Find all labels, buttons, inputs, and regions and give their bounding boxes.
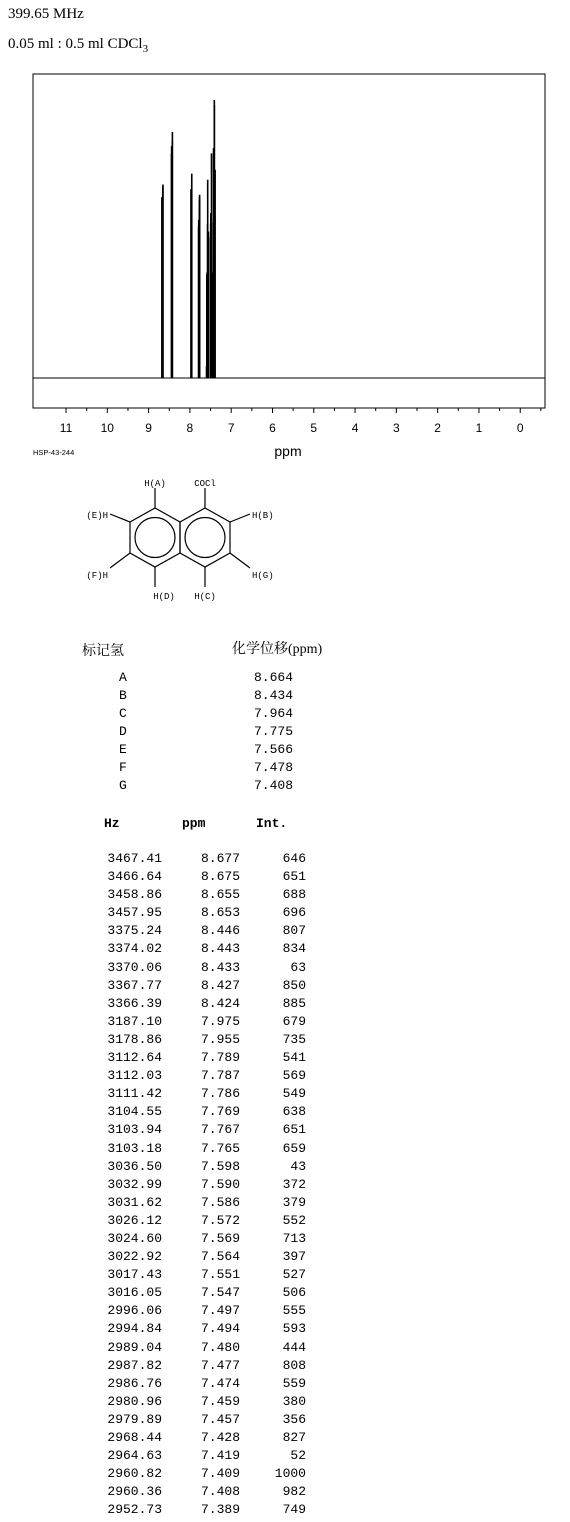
peak-int: 593 <box>282 1321 306 1337</box>
peak-hz: 3103.18 <box>107 1140 162 1156</box>
peak-int: 444 <box>282 1339 306 1355</box>
peak-hz: 2952.73 <box>107 1502 162 1518</box>
peak-int: 506 <box>282 1285 306 1301</box>
peak-ppm: 7.787 <box>200 1068 240 1084</box>
peak-int: 651 <box>282 869 306 885</box>
peak-ppm: 7.457 <box>200 1411 240 1427</box>
peak-hz: 3111.42 <box>107 1086 162 1102</box>
peak-ppm: 8.446 <box>200 923 240 939</box>
right-aromatic-circle <box>185 518 225 558</box>
peak-ppm: 8.443 <box>200 941 240 957</box>
sample-ratio: 0.05 ml : 0.5 ml CDCl <box>8 36 143 52</box>
peak-ppm: 7.497 <box>200 1303 240 1319</box>
assignment-shift: 7.478 <box>254 760 294 775</box>
peak-ppm: 7.547 <box>200 1285 240 1301</box>
peak-header-hz: Hz <box>104 816 120 831</box>
peak-header-int: Int. <box>256 816 288 831</box>
peak-ppm: 7.477 <box>200 1357 240 1373</box>
peak-ppm: 8.424 <box>200 995 240 1011</box>
peak-hz: 2968.44 <box>107 1430 162 1445</box>
peak-hz: 3374.02 <box>107 941 162 957</box>
bond-e <box>110 514 130 522</box>
peak-hz: 3112.64 <box>107 1050 162 1066</box>
peak-int: 372 <box>282 1176 306 1192</box>
left-ring <box>130 508 180 567</box>
peak-ppm: 8.433 <box>200 959 240 975</box>
assignment-label: D <box>119 724 127 739</box>
peak-ppm: 8.427 <box>200 977 240 993</box>
peak-hz: 3467.41 <box>107 851 162 866</box>
peak-ppm: 7.419 <box>200 1448 240 1464</box>
peak-int: 735 <box>282 1031 306 1047</box>
label-cocl: COCl <box>194 479 216 489</box>
x-tick-label: 2 <box>434 421 441 435</box>
peak-ppm: 8.655 <box>200 887 240 903</box>
assignment-labels <box>119 669 127 795</box>
spectrum-code: HSP-43-244 <box>33 448 75 457</box>
right-ring <box>180 508 230 567</box>
peak-ppm: 7.572 <box>200 1212 240 1228</box>
peak-int: 807 <box>282 923 306 939</box>
x-tick-label: 9 <box>145 421 152 435</box>
x-tick-label: 3 <box>393 421 400 435</box>
assignment-shift: 8.664 <box>254 670 294 685</box>
x-tick-label: 11 <box>59 421 73 435</box>
peak-int: 885 <box>282 995 306 1011</box>
peak-hz: 2994.84 <box>107 1321 162 1337</box>
assignment-label: E <box>119 742 127 757</box>
assignment-shift: 7.775 <box>254 724 294 739</box>
peak-int: 638 <box>282 1104 306 1120</box>
peak-ppm: 7.551 <box>200 1267 240 1283</box>
peak-ppm: 7.480 <box>200 1339 240 1355</box>
peak-ppm: 7.767 <box>200 1122 240 1138</box>
peak-int: 356 <box>282 1411 306 1427</box>
peak-hz: 3022.92 <box>107 1249 162 1265</box>
bond-b <box>230 514 250 522</box>
assignment-label: G <box>119 778 127 793</box>
peak-hz: 2960.82 <box>107 1466 162 1482</box>
peak-ppm: 7.459 <box>200 1393 240 1409</box>
peak-hz: 3104.55 <box>107 1104 162 1120</box>
peak-int: 850 <box>282 977 306 993</box>
molecule-structure <box>60 478 320 628</box>
peak-int: 659 <box>282 1140 306 1156</box>
x-tick-label: 4 <box>351 421 359 435</box>
x-tick-label: 5 <box>310 421 318 435</box>
peak-hz: 2980.96 <box>107 1393 162 1409</box>
peak-hz: 3112.03 <box>107 1068 162 1084</box>
assignment-label: A <box>119 670 127 685</box>
assignment-shift: 8.434 <box>254 688 294 703</box>
assignment-label: B <box>119 688 127 703</box>
bond-g <box>230 553 250 568</box>
peak-int: 713 <box>282 1230 306 1246</box>
peak-hz: 3016.05 <box>107 1285 162 1301</box>
peak-column-int <box>260 850 306 1519</box>
peak-hz: 3187.10 <box>107 1013 162 1029</box>
peak-hz: 3026.12 <box>107 1212 162 1228</box>
peak-hz: 2996.06 <box>107 1303 162 1319</box>
peak-int: 651 <box>282 1122 306 1138</box>
peak-hz: 2960.36 <box>107 1484 162 1500</box>
peak-ppm: 7.564 <box>200 1249 240 1265</box>
peak-ppm: 7.769 <box>200 1104 240 1120</box>
assignment-header-label: 标记氢 <box>82 644 124 659</box>
plot-frame <box>33 74 545 408</box>
peak-ppm: 7.569 <box>200 1230 240 1246</box>
spectrum-trace <box>162 100 215 378</box>
peak-int: 1000 <box>274 1466 306 1482</box>
peak-hz: 3178.86 <box>107 1031 162 1047</box>
peak-int: 827 <box>282 1430 306 1445</box>
peak-int: 688 <box>282 887 306 903</box>
peak-hz: 3366.39 <box>107 995 162 1011</box>
peak-ppm: 7.409 <box>200 1466 240 1482</box>
x-tick-label: 10 <box>100 421 114 435</box>
peak-int: 63 <box>290 959 306 975</box>
peak-header-ppm: ppm <box>182 816 206 831</box>
assignment-label: C <box>119 706 127 721</box>
sample-subscript: 3 <box>142 43 149 55</box>
peak-ppm: 7.494 <box>200 1321 240 1337</box>
peak-int: 397 <box>282 1249 306 1265</box>
peak-int: 679 <box>282 1013 306 1029</box>
assignment-shift: 7.964 <box>254 706 294 721</box>
peak-hz: 3017.43 <box>107 1267 162 1283</box>
assignment-shift: 7.566 <box>254 742 294 757</box>
peak-ppm: 7.955 <box>200 1031 240 1047</box>
sample-description <box>8 36 148 53</box>
bond-f <box>110 553 130 568</box>
peak-int: 982 <box>282 1484 306 1500</box>
peak-ppm: 7.586 <box>200 1194 240 1210</box>
peak-int: 808 <box>282 1357 306 1373</box>
x-tick-label: 0 <box>516 421 524 435</box>
peak-hz: 3032.99 <box>107 1176 162 1192</box>
peak-int: 569 <box>282 1068 306 1084</box>
label-he: (E)H <box>86 511 108 521</box>
nmr-spectrum-chart <box>0 60 570 460</box>
label-hb: H(B) <box>252 511 274 521</box>
peak-ppm: 8.653 <box>200 905 240 921</box>
peak-hz: 2987.82 <box>107 1357 162 1373</box>
assignment-shift: 7.408 <box>254 778 294 793</box>
peak-column-hz <box>80 850 162 1519</box>
peak-ppm: 7.765 <box>200 1140 240 1156</box>
x-tick-label: 1 <box>475 421 483 435</box>
peak-ppm: 7.789 <box>200 1050 240 1066</box>
peak-hz: 3375.24 <box>107 923 162 939</box>
peak-int: 559 <box>282 1375 306 1391</box>
assignment-header-shift: 化学位移(ppm) <box>232 642 323 657</box>
peak-ppm: 7.975 <box>200 1013 240 1029</box>
peak-int: 552 <box>282 1212 306 1228</box>
peak-int: 380 <box>282 1393 306 1409</box>
label-hf: (F)H <box>86 571 108 581</box>
peak-int: 43 <box>290 1158 306 1174</box>
peak-hz: 2989.04 <box>107 1339 162 1355</box>
x-tick-label: 7 <box>227 421 235 435</box>
peak-ppm: 7.786 <box>200 1086 240 1102</box>
x-tick-label: 6 <box>269 421 276 435</box>
x-axis-label: ppm <box>274 443 302 459</box>
peak-ppm: 8.675 <box>200 869 240 885</box>
x-tick-label: 8 <box>186 421 194 435</box>
label-ha: H(A) <box>144 479 166 489</box>
peak-hz: 3367.77 <box>107 977 162 993</box>
peak-int: 52 <box>290 1448 306 1464</box>
peak-ppm: 7.590 <box>200 1176 240 1192</box>
peak-ppm: 7.408 <box>200 1484 240 1500</box>
peak-int: 379 <box>282 1194 306 1210</box>
peak-hz: 2986.76 <box>107 1375 162 1391</box>
peak-hz: 3466.64 <box>107 869 162 885</box>
peak-hz: 3458.86 <box>107 887 162 903</box>
x-axis-tick-labels <box>60 421 524 435</box>
peak-hz: 3370.06 <box>107 959 162 975</box>
left-aromatic-circle <box>135 518 175 558</box>
peak-ppm: 7.598 <box>200 1158 240 1174</box>
peak-ppm: 7.389 <box>200 1502 240 1518</box>
x-axis-ticks <box>66 408 541 413</box>
peak-hz: 3031.62 <box>107 1194 162 1210</box>
peak-hz: 3103.94 <box>107 1122 162 1138</box>
peak-int: 555 <box>282 1303 306 1319</box>
peak-int: 834 <box>282 941 306 957</box>
label-hc: H(C) <box>194 592 216 602</box>
peak-int: 749 <box>282 1502 306 1518</box>
peak-column-ppm <box>180 850 240 1519</box>
peak-int: 549 <box>282 1086 306 1102</box>
peak-hz: 3036.50 <box>107 1158 162 1174</box>
peak-int: 696 <box>282 905 306 921</box>
peak-hz: 3024.60 <box>107 1230 162 1246</box>
spectrometer-frequency: 399.65 MHz <box>8 6 84 22</box>
peak-int: 527 <box>282 1267 306 1283</box>
label-hg: H(G) <box>252 571 274 581</box>
peak-hz: 2979.89 <box>107 1411 162 1427</box>
peak-int: 646 <box>282 851 306 866</box>
assignment-label: F <box>119 760 127 775</box>
peak-hz: 2964.63 <box>107 1448 162 1464</box>
peak-int: 541 <box>282 1050 306 1066</box>
peak-ppm: 7.474 <box>200 1375 240 1391</box>
label-hd: H(D) <box>153 592 175 602</box>
assignment-shifts <box>254 669 293 795</box>
peak-hz: 3457.95 <box>107 905 162 921</box>
peak-ppm: 8.677 <box>200 851 240 866</box>
peak-ppm: 7.428 <box>200 1430 240 1445</box>
